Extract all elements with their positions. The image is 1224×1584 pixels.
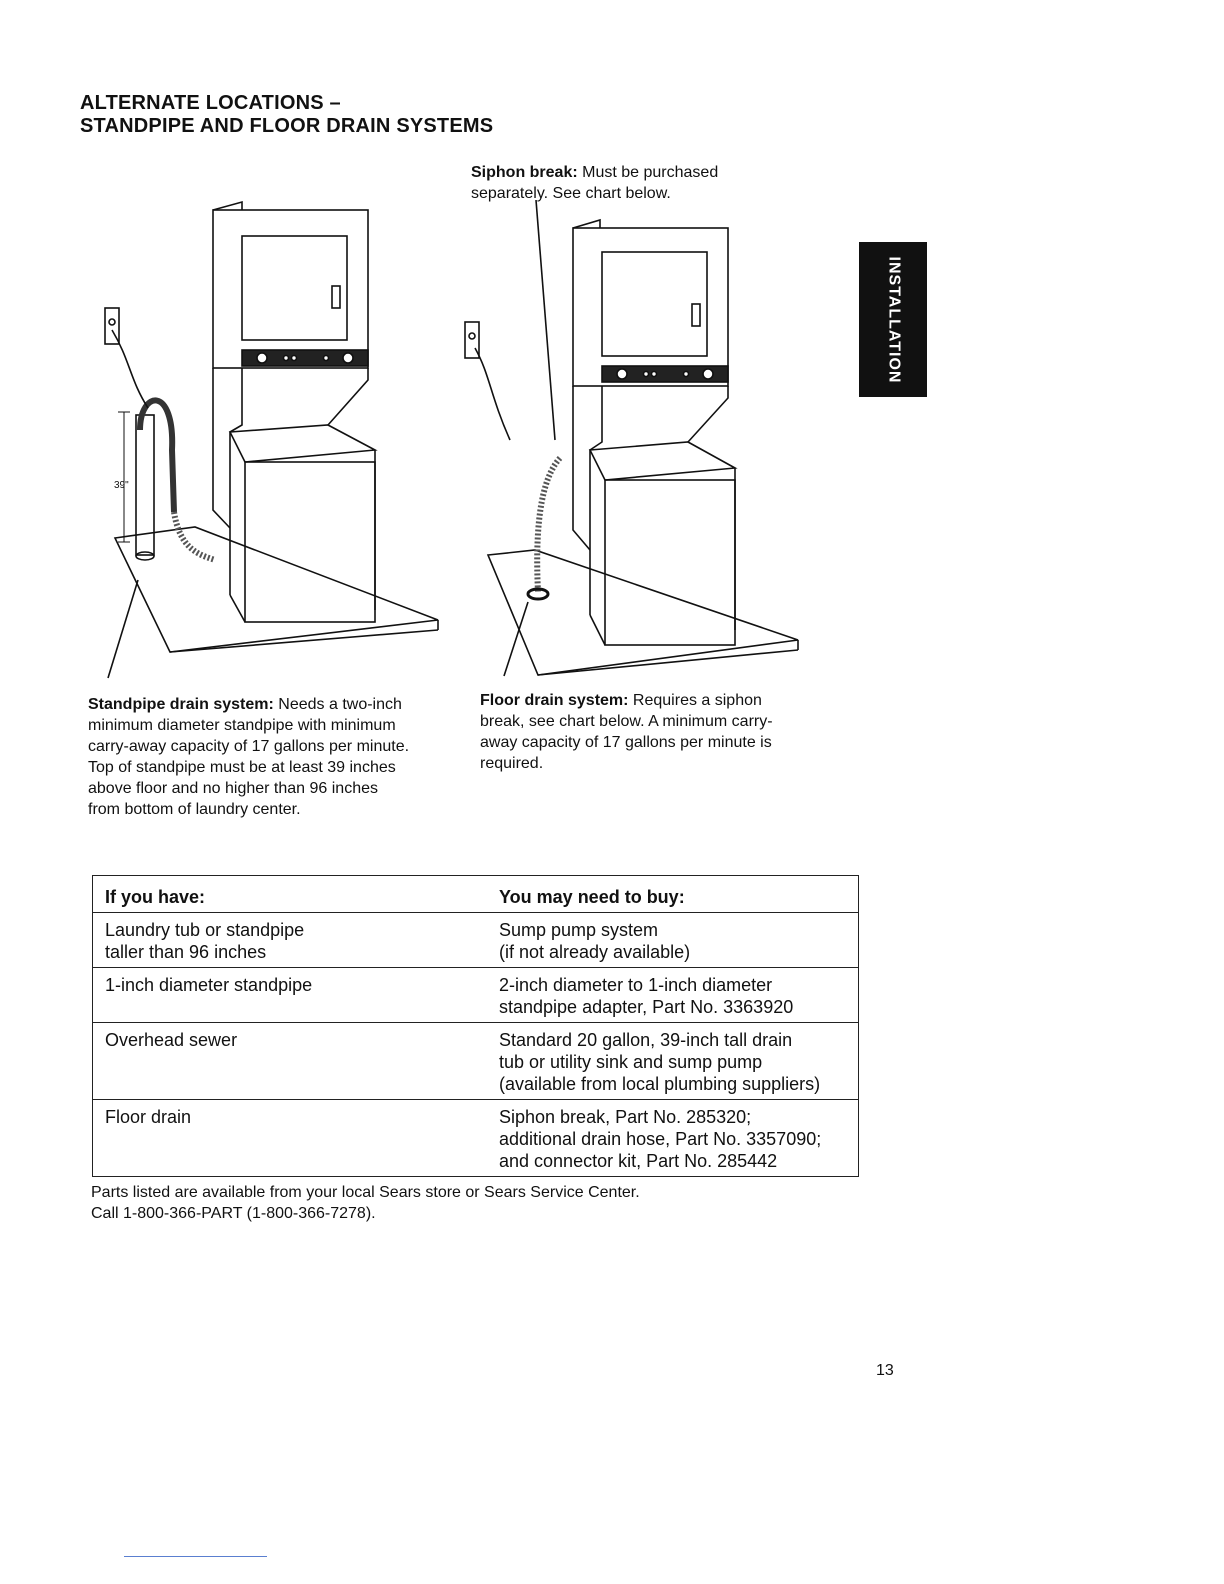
floor-drain-caption-label: Floor drain system:: [480, 692, 629, 709]
table-cell-buy: [487, 1023, 859, 1100]
cell-line: Siphon break, Part No. 285320;: [499, 1107, 752, 1127]
laundry-center-illustration: [90, 200, 810, 690]
page-title: [80, 92, 493, 138]
cell-line: (if not already available): [499, 942, 691, 962]
parts-table: [92, 875, 859, 1177]
floor-drain: [528, 589, 548, 599]
table-cell-buy: [487, 1100, 859, 1177]
floor-drain-caption-line: break, see chart below. A minimum carry-: [480, 713, 773, 730]
table-cell-have: [93, 1023, 488, 1100]
standpipe-caption-line: from bottom of laundry center.: [88, 801, 301, 818]
cell-line: Standard 20 gallon, 39-inch tall drain: [499, 1030, 793, 1050]
cell-line: additional drain hose, Part No. 3357090;: [499, 1129, 822, 1149]
height-dimension-label: 39": [114, 480, 129, 491]
floor-drain-caption-line: away capacity of 17 gallons per minute is: [480, 734, 772, 751]
cell-line: (available from local plumbing suppliers): [499, 1074, 821, 1094]
cell-line: tub or utility sink and sump pump: [499, 1052, 763, 1072]
floor-drain-caption: [480, 690, 830, 774]
standpipe-scene: [105, 202, 438, 678]
table-cell-have: [93, 913, 488, 968]
section-tab-label: INSTALLATION: [885, 256, 903, 383]
table-cell-have: [93, 968, 488, 1023]
standpipe-caption-label: Standpipe drain system:: [88, 696, 274, 713]
parts-footnote: [91, 1182, 640, 1224]
standpipe-caption: [88, 694, 463, 820]
standpipe-caption-line: minimum diameter standpipe with minimum: [88, 717, 396, 734]
scan-artifact-line: [124, 1556, 267, 1557]
table-row: [93, 913, 859, 968]
siphon-break-label: Siphon break:: [471, 164, 578, 181]
washer-right: [605, 480, 735, 645]
floor-drain-scene: [465, 200, 798, 676]
washer-left: [245, 462, 375, 622]
cell-line: standpipe adapter, Part No. 3363920: [499, 997, 794, 1017]
cell-line: Sump pump system: [499, 920, 659, 940]
table-row: [93, 1100, 859, 1177]
drain-hose-right: [537, 458, 560, 592]
table-cell-have: [93, 1100, 488, 1177]
cell-line: 1-inch diameter standpipe: [105, 975, 313, 995]
siphon-break-pointer: [536, 200, 555, 440]
floor-drain-caption-line: required.: [480, 755, 544, 772]
table-row: [93, 968, 859, 1023]
siphon-break-text-1: Must be purchased: [577, 164, 719, 181]
standpipe-caption-line: Top of standpipe must be at least 39 inches: [88, 759, 396, 776]
cell-line: Floor drain: [105, 1107, 192, 1127]
footnote-line-1: Parts listed are available from your local Sears store or Sears Service Center.: [91, 1184, 640, 1201]
standpipe-caption-line: above floor and no higher than 96 inches: [88, 780, 378, 797]
footnote-line-2: Call 1-800-366-PART (1-800-366-7278).: [91, 1205, 376, 1222]
table-row: [93, 1023, 859, 1100]
table-header-have: If you have:: [93, 876, 488, 913]
cell-line: taller than 96 inches: [105, 942, 267, 962]
standpipe-caption-first: Needs a two-inch: [273, 696, 402, 713]
section-tab: [859, 242, 927, 397]
standpipe-caption-line: carry-away capacity of 17 gallons per minute.: [88, 738, 410, 755]
washer-top-right: [590, 442, 735, 480]
floor-platform-right: [488, 550, 798, 675]
table-cell-buy: [487, 968, 859, 1023]
table-cell-buy: [487, 913, 859, 968]
siphon-break-caption: [471, 162, 791, 204]
table-header-row: [93, 876, 859, 913]
cell-line: 2-inch diameter to 1-inch diameter: [499, 975, 773, 995]
title-line-2: STANDPIPE AND FLOOR DRAIN SYSTEMS: [80, 115, 494, 137]
cell-line: Overhead sewer: [105, 1030, 238, 1050]
washer-top-left: [230, 425, 375, 462]
cell-line: Laundry tub or standpipe: [105, 920, 305, 940]
table-header-buy: You may need to buy:: [487, 876, 859, 913]
floor-drain-caption-first: Requires a siphon: [628, 692, 762, 709]
drain-hose-left: [140, 400, 174, 512]
page-number: 13: [876, 1362, 894, 1379]
siphon-break-text-2: separately. See chart below.: [471, 185, 671, 202]
title-line-1: ALTERNATE LOCATIONS –: [80, 92, 341, 114]
cell-line: and connector kit, Part No. 285442: [499, 1151, 778, 1171]
dryer-left: [213, 210, 368, 368]
